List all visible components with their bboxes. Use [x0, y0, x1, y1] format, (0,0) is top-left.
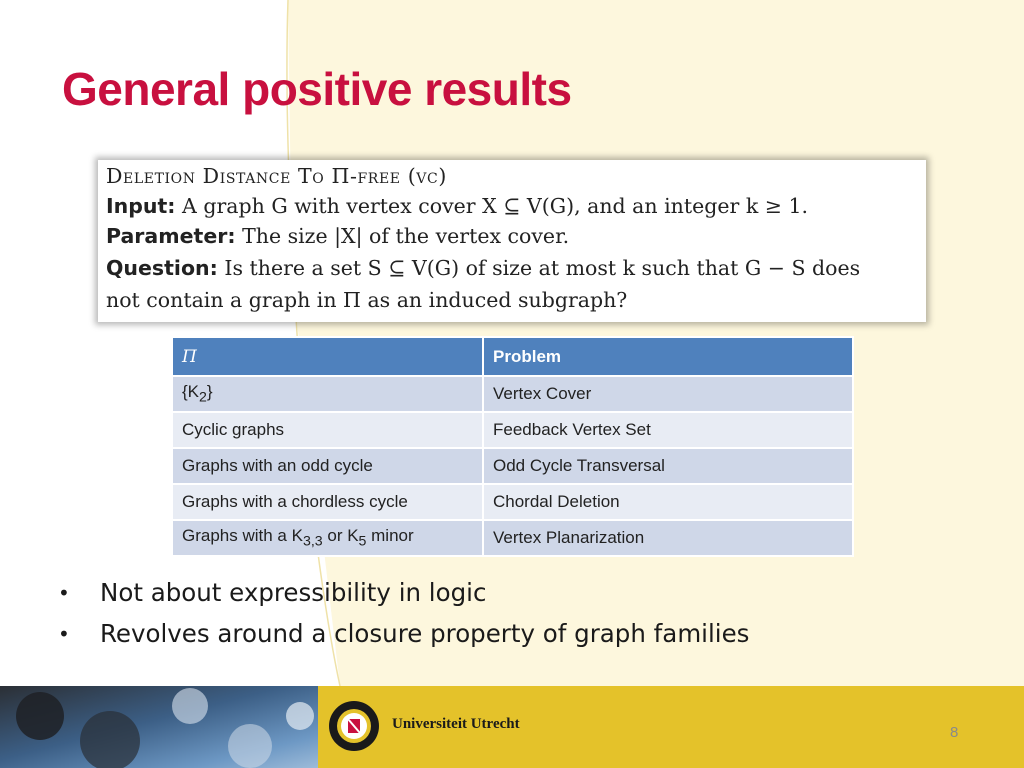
table-row: [172, 520, 853, 556]
input-line: [106, 194, 808, 218]
problem-cell: Chordal Deletion: [483, 484, 853, 520]
problem-cell: Vertex Planarization: [483, 520, 853, 556]
problem-cell: Odd Cycle Transversal: [483, 448, 853, 484]
table-row: [172, 376, 853, 412]
pi-cell: Graphs with an odd cycle: [172, 448, 483, 484]
problem-cell: Feedback Vertex Set: [483, 412, 853, 448]
parameter-label: Parameter:: [106, 224, 236, 248]
question-label: Question:: [106, 256, 218, 280]
university-name: Universiteit Utrecht: [392, 716, 520, 732]
table-row: [172, 448, 853, 484]
parameter-text: The size |X| of the vertex cover.: [242, 224, 570, 248]
sun-seal-icon: [328, 700, 380, 752]
header-problem: Problem: [483, 337, 853, 376]
problem-definition-box: [98, 160, 926, 322]
bullet-dot-icon: •: [58, 622, 70, 646]
header-pi: Π: [172, 337, 483, 376]
pi-cell: Graphs with a chordless cycle: [172, 484, 483, 520]
question-line: [106, 256, 860, 280]
slide-title: General positive results: [62, 63, 572, 115]
page-number: 8: [950, 724, 959, 741]
list-item: • Revolves around a closure property of graph families: [58, 616, 749, 657]
list-item: • Not about expressibility in logic: [58, 575, 749, 616]
table-row: [172, 484, 853, 520]
problem-name: Deletion Distance To Π-free (vc): [106, 164, 447, 188]
pi-cell: Graphs with a $K_{3,3}$ or $K_5$ minor: [172, 520, 483, 556]
bullet-dot-icon: •: [58, 581, 70, 605]
parameter-line: [106, 224, 569, 248]
input-label: Input:: [106, 194, 176, 218]
bullet-list: [58, 575, 749, 657]
question-line-2: not contain a graph in Π as an induced subgraph?: [106, 288, 628, 312]
table-header-row: [172, 337, 853, 376]
pi-cell: $\{K_2\}$: [172, 376, 483, 412]
pi-cell: Cyclic graphs: [172, 412, 483, 448]
question-text: Is there a set S ⊆ V(G) of size at most k such that G − S does: [224, 256, 861, 280]
problem-cell: Vertex Cover: [483, 376, 853, 412]
pi-problem-table: [171, 336, 854, 557]
table-row: [172, 412, 853, 448]
input-text: A graph G with vertex cover X ⊆ V(G), and an integer k ≥ 1.: [182, 194, 809, 218]
